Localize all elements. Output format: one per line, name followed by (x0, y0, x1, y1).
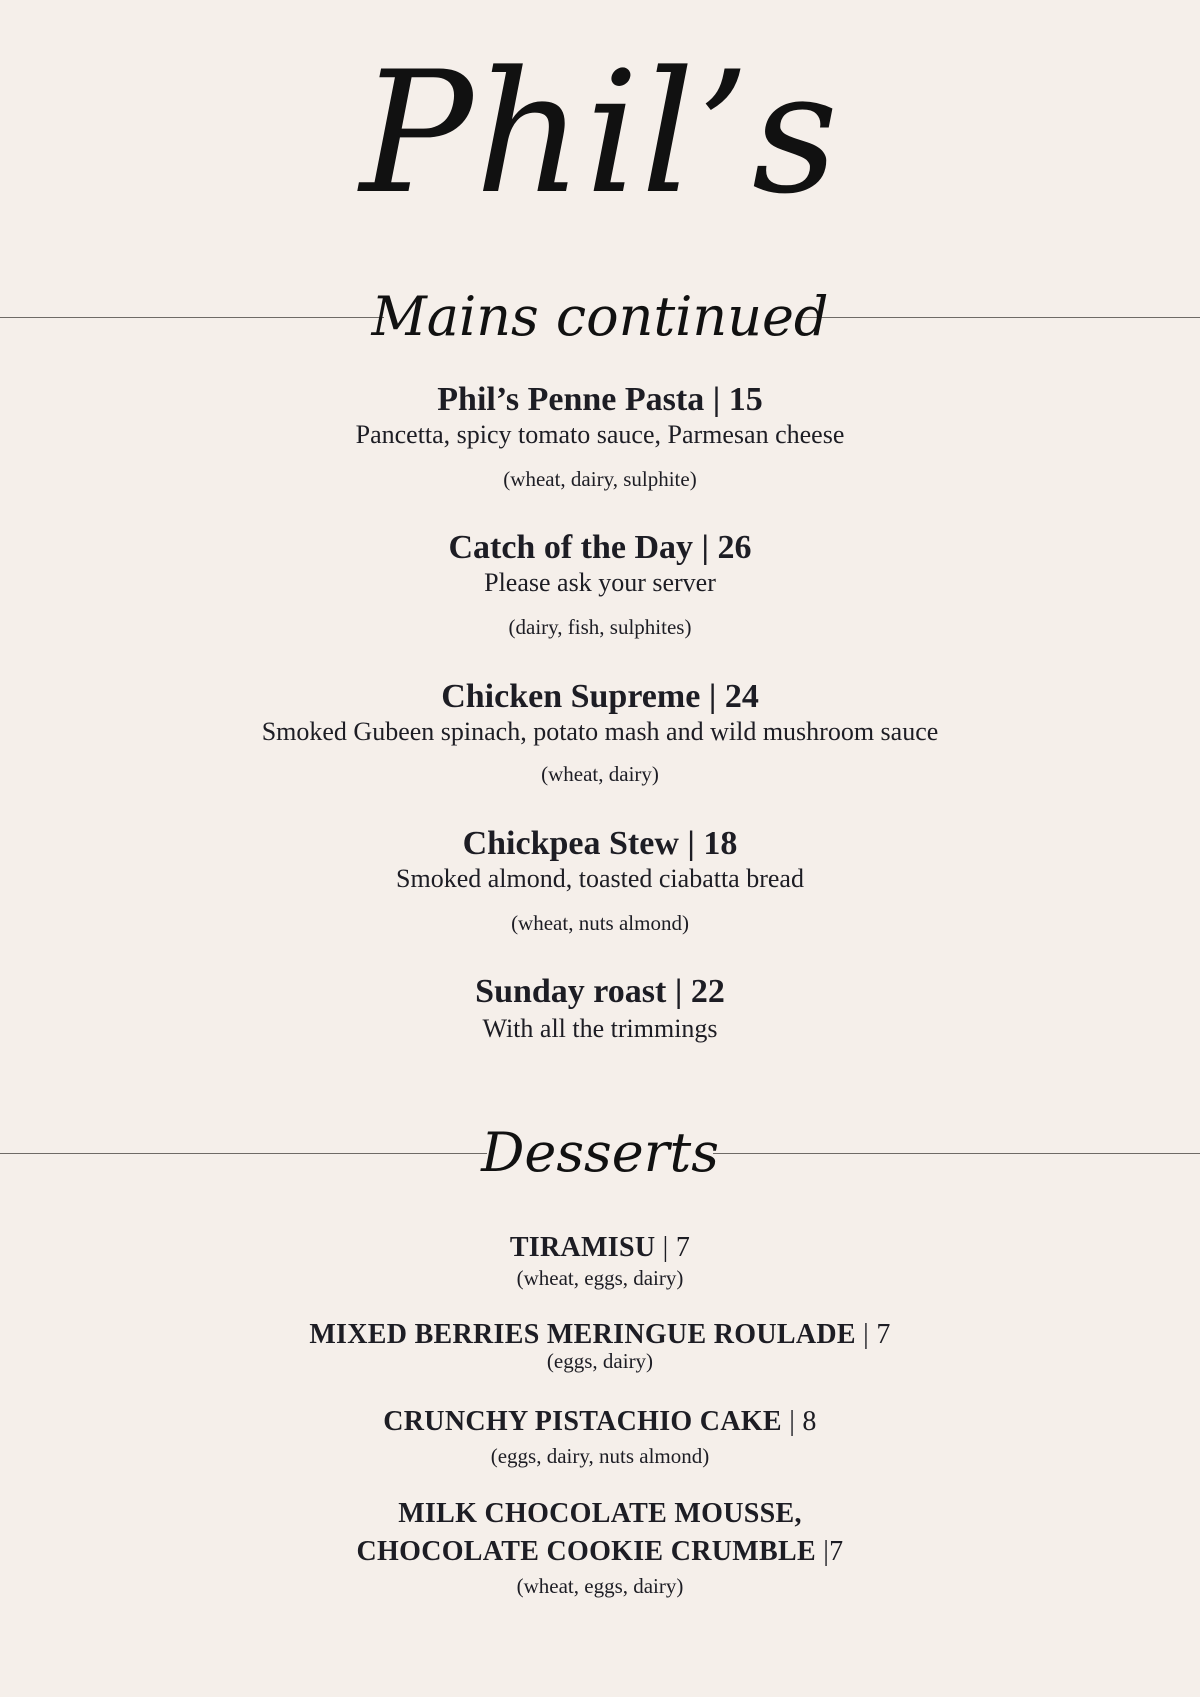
menu-item-allergens: (wheat, nuts almond) (511, 911, 689, 935)
menu-item-title: Phil’s Penne Pasta | 15 (437, 381, 763, 418)
menu-item-name: Chickpea Stew (462, 825, 679, 862)
dessert-name: CRUNCHY PISTACHIO CAKE (383, 1406, 782, 1437)
menu-item (0, 972, 1200, 1044)
menu-item-allergens: (dairy, fish, sulphites) (508, 615, 692, 639)
menu-item-price: 24 (724, 678, 759, 715)
dessert-name: CHOCOLATE COOKIE CRUMBLE (356, 1536, 816, 1567)
dessert-allergens: (wheat, eggs, dairy) (516, 1574, 684, 1598)
menu-item-description: Please ask your server (484, 568, 716, 597)
menu-item-price: 15 (728, 381, 763, 418)
menu-item-title: Sunday roast | 22 (475, 973, 725, 1010)
dessert-name: MIXED BERRIES MERINGUE ROULADE (309, 1319, 856, 1350)
menu-item-name: Sunday roast (475, 973, 667, 1010)
desserts-section-header (0, 1113, 1200, 1193)
menu-item-title: Catch of the Day | 26 (448, 529, 752, 566)
dessert-price: |7 (815, 1536, 844, 1567)
dessert-item (0, 1316, 1200, 1374)
menu-item-price: 18 (703, 825, 738, 862)
dessert-title-line1: MILK CHOCOLATE MOUSSE, (398, 1498, 802, 1529)
dessert-title (0, 1229, 1200, 1267)
dessert-price: | 8 (781, 1406, 817, 1437)
menu-item (0, 528, 1200, 639)
menu-item-description: Smoked almond, toasted ciabatta bread (396, 864, 804, 893)
menu-item-title: Chickpea Stew | 18 (462, 825, 738, 862)
menu-item-price: 26 (717, 529, 752, 566)
restaurant-logo: Phil’s (359, 35, 841, 231)
dessert-allergens: (eggs, dairy) (546, 1349, 654, 1373)
dessert-name: TIRAMISU (509, 1232, 656, 1263)
mains-section-title: Mains continued (371, 285, 829, 348)
menu-item (0, 677, 1200, 786)
menu-item-price: 22 (690, 973, 725, 1010)
mains-section-header (0, 277, 1200, 357)
dessert-item (0, 1495, 1200, 1599)
menu-item-description: Pancetta, spicy tomato sauce, Parmesan cheese (355, 420, 845, 449)
dessert-price: | 7 (655, 1232, 691, 1263)
desserts-section-title: Desserts (481, 1121, 719, 1184)
dessert-item (0, 1403, 1200, 1469)
dessert-title (0, 1533, 1200, 1571)
menu-item-name: Catch of the Day (448, 529, 694, 566)
dessert-item (0, 1229, 1200, 1291)
menu-item-allergens: (wheat, dairy) (541, 762, 659, 786)
menu-item-name: Phil’s Penne Pasta (437, 381, 705, 418)
dessert-title (0, 1403, 1200, 1441)
dessert-allergens: (eggs, dairy, nuts almond) (490, 1444, 710, 1468)
menu-item-description: With all the trimmings (482, 1014, 718, 1043)
menu-item-name: Chicken Supreme (441, 678, 701, 715)
menu-item (0, 824, 1200, 935)
menu-item-description: Smoked Gubeen spinach, potato mash and wild mushroom sauce (261, 717, 939, 746)
menu-item-title: Chicken Supreme | 24 (441, 678, 759, 715)
menu-item-allergens: (wheat, dairy, sulphite) (503, 467, 697, 491)
menu-item (0, 380, 1200, 491)
dessert-allergens: (wheat, eggs, dairy) (516, 1266, 684, 1290)
dessert-price: | 7 (855, 1319, 891, 1350)
